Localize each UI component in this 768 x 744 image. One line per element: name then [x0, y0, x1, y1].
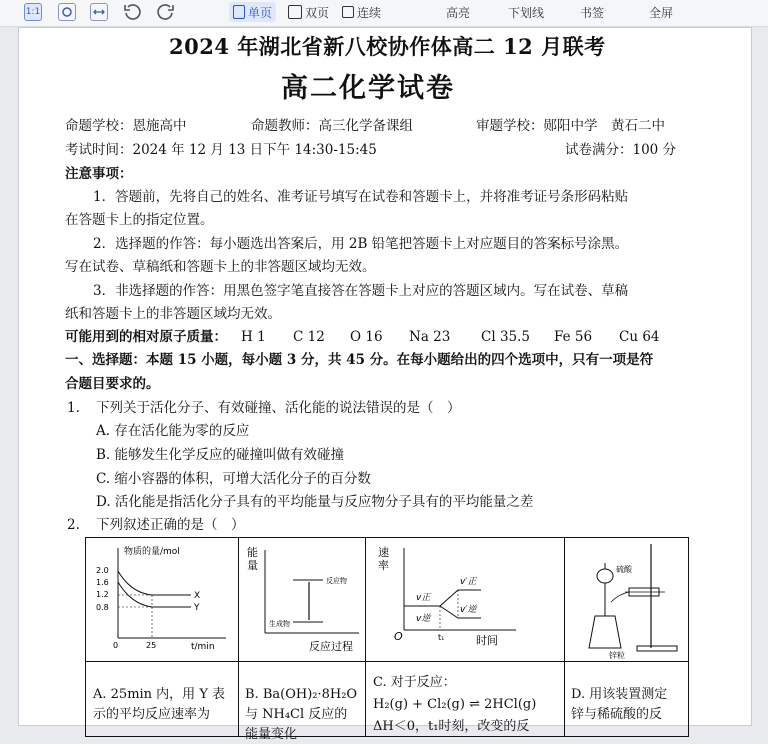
q1-option: D. 活化能是指活化分子具有的平均能量与反应物分子具有的平均能量之差 — [96, 494, 534, 510]
rotate-right-button[interactable] — [156, 2, 176, 22]
fig-c-vr: v逆 — [416, 614, 431, 624]
fig-c-t1: t₁ — [438, 633, 445, 642]
q1-number: 1. — [67, 400, 80, 416]
note-line: 纸和答题卡上的非答题区域均无效。 — [65, 306, 281, 322]
rotate-left-button[interactable] — [122, 2, 142, 22]
caption-d: 锌与稀硫酸的反 — [571, 707, 663, 722]
fig-a-ylabel: 物质的量/mol — [124, 547, 180, 557]
caption-c: C. 对于反应： — [373, 675, 456, 690]
continuous-icon — [342, 6, 354, 18]
fig-a-xtick: 25 — [146, 641, 157, 650]
section-heading: 合题目要求的。 — [65, 376, 160, 392]
note-line: 1．答题前，先将自己的姓名、准考证号填写在试卷和答题卡上，并将准考证号条形码粘贴 — [93, 189, 629, 205]
fig-a-series-y: Y — [194, 603, 200, 613]
meta-score: 试卷满分：100 分 — [565, 142, 677, 158]
notes-title: 注意事项： — [65, 166, 133, 182]
fig-c-chart — [366, 538, 565, 661]
rotate-right-icon — [156, 2, 176, 22]
underline-label: 下划线 — [508, 5, 545, 20]
q1-option: A. 存在活化能为零的反应 — [96, 423, 250, 439]
caption-a: 示的平均反应速率为 — [93, 707, 211, 722]
caption-a: A. 25min 内，用 Y 表 — [93, 687, 226, 702]
rotate-left-icon — [122, 2, 142, 22]
table-divider — [86, 661, 688, 662]
q2-figure-table — [85, 537, 689, 742]
fig-c-vf2: v′正 — [460, 577, 477, 587]
highlight-label: 高亮 — [446, 5, 471, 20]
fig-a-ytick: 0.8 — [96, 603, 109, 612]
double-page-mode[interactable] — [284, 2, 333, 22]
q2-number: 2. — [67, 517, 80, 533]
fig-a-chart — [86, 538, 239, 661]
caption-b: B. Ba(OH)₂·8H₂O — [245, 687, 358, 702]
q2-stem: 下列叙述正确的是（ ） — [96, 517, 245, 533]
atomic-mass: Cl 35.5 — [481, 329, 530, 345]
caption-c: H₂(g) + Cl₂(g) ⇌ 2HCl(g) — [373, 697, 537, 712]
fig-b-chart — [239, 538, 366, 661]
single-page-mode[interactable] — [229, 2, 276, 22]
fig-c-vf: v正 — [416, 593, 431, 603]
single-page-label: 单页 — [248, 5, 273, 20]
fig-a-curve-x — [118, 571, 191, 595]
note-line: 2．选择题的作答：每小题选出答案后，用 2B 铅笔把答题卡上对应题目的答案标号涂黑。 — [93, 236, 629, 252]
fit-page-button[interactable] — [58, 2, 76, 22]
exam-title: 2024 年湖北省新八校协作体高二 12 月联考 — [169, 34, 606, 59]
atomic-mass: H 1 — [241, 329, 266, 345]
toolbar — [0, 0, 768, 27]
fig-c-ylabel: 速 — [378, 546, 389, 559]
single-page-icon — [233, 5, 245, 19]
note-line: 在答题卡上的指定位置。 — [65, 212, 214, 228]
bookmark-label: 书签 — [580, 5, 605, 20]
fit-page-icon — [58, 3, 76, 21]
continuous-label: 连续 — [357, 5, 382, 20]
fig-a-ytick: 1.2 — [96, 590, 109, 599]
meta-school: 命题学校：恩施高中 — [65, 118, 187, 134]
atomic-mass: O 16 — [350, 329, 383, 345]
fig-c-origin: O — [394, 630, 403, 643]
ratio-icon: 1:1 — [24, 3, 42, 21]
fig-c-xlabel: 时间 — [476, 634, 498, 647]
meta-time: 考试时间：2024 年 12 月 13 日下午 14:30-15:45 — [65, 142, 377, 158]
fig-d-zinc-label: 锌粒 — [609, 651, 625, 660]
highlight-button[interactable] — [446, 2, 470, 22]
caption-c: ΔH＜0，t₁时刻，改变的反 — [373, 719, 530, 734]
fig-d-apparatus — [565, 538, 688, 661]
note-line: 写在试卷、草稿纸和答题卡上的非答题区域均无效。 — [65, 259, 376, 275]
continuous-mode[interactable] — [338, 2, 385, 22]
section-heading: 一、选择题：本题 15 小题，每小题 3 分，共 45 分。在每小题给出的四个选项中，只有一项是符 — [65, 352, 654, 368]
meta-teacher: 命题教师：高三化学备课组 — [251, 118, 413, 134]
fig-c-vr2: v′逆 — [460, 605, 477, 615]
atomic-label: 可能用到的相对原子质量： — [65, 329, 227, 345]
fit-width-icon — [90, 3, 108, 21]
underline-button[interactable] — [508, 2, 544, 22]
document-page — [18, 27, 752, 742]
fig-b-reactant-label: 反应物 — [326, 577, 347, 585]
fig-a-ytick: 2.0 — [96, 566, 109, 575]
fig-b-product-label: 生成物 — [269, 620, 290, 628]
fullscreen-label: 全屏 — [649, 5, 674, 20]
fig-d-acid-label: 硫酸 — [616, 565, 632, 574]
caption-d: D. 用该装置测定 — [571, 687, 668, 702]
exam-subtitle: 高二化学试卷 — [281, 73, 455, 104]
fig-b-xlabel: 反应过程 — [309, 640, 353, 653]
q1-stem: 下列关于活化分子、有效碰撞、活化能的说法错误的是（ ） — [96, 400, 461, 416]
atomic-mass: C 12 — [293, 329, 325, 345]
caption-b: 能量变化 — [245, 727, 298, 742]
note-line: 3．非选择题的作答：用黑色签字笔直接答在答题卡上对应的答题区域内。写在试卷、草稿 — [93, 283, 629, 299]
fig-a-xtick: 0 — [113, 641, 119, 650]
fig-a-xlabel: t/min — [191, 642, 215, 652]
atomic-mass: Cu 64 — [619, 329, 660, 345]
atomic-mass: Na 23 — [409, 329, 451, 345]
double-page-icon — [288, 5, 302, 19]
fig-a-series-x: X — [194, 591, 201, 601]
fig-b-ylabel: 能 — [247, 546, 258, 559]
double-page-label: 双页 — [305, 5, 330, 20]
q1-option: B. 能够发生化学反应的碰撞叫做有效碰撞 — [96, 447, 345, 463]
fit-width-button[interactable] — [90, 2, 108, 22]
meta-review: 审题学校：郧阳中学 黄石二中 — [476, 118, 665, 134]
fig-b-ylabel: 量 — [247, 559, 258, 572]
fig-c-ylabel: 率 — [378, 559, 389, 572]
actual-size-button[interactable] — [24, 2, 42, 22]
q1-option: C. 缩小容器的体积，可增大活化分子的百分数 — [96, 471, 371, 487]
bookmark-button[interactable] — [580, 2, 604, 22]
fullscreen-button[interactable] — [649, 2, 673, 22]
atomic-mass: Fe 56 — [554, 329, 593, 345]
caption-b: 与 NH₄Cl 反应的 — [245, 707, 348, 722]
fig-a-ytick: 1.6 — [96, 578, 109, 587]
